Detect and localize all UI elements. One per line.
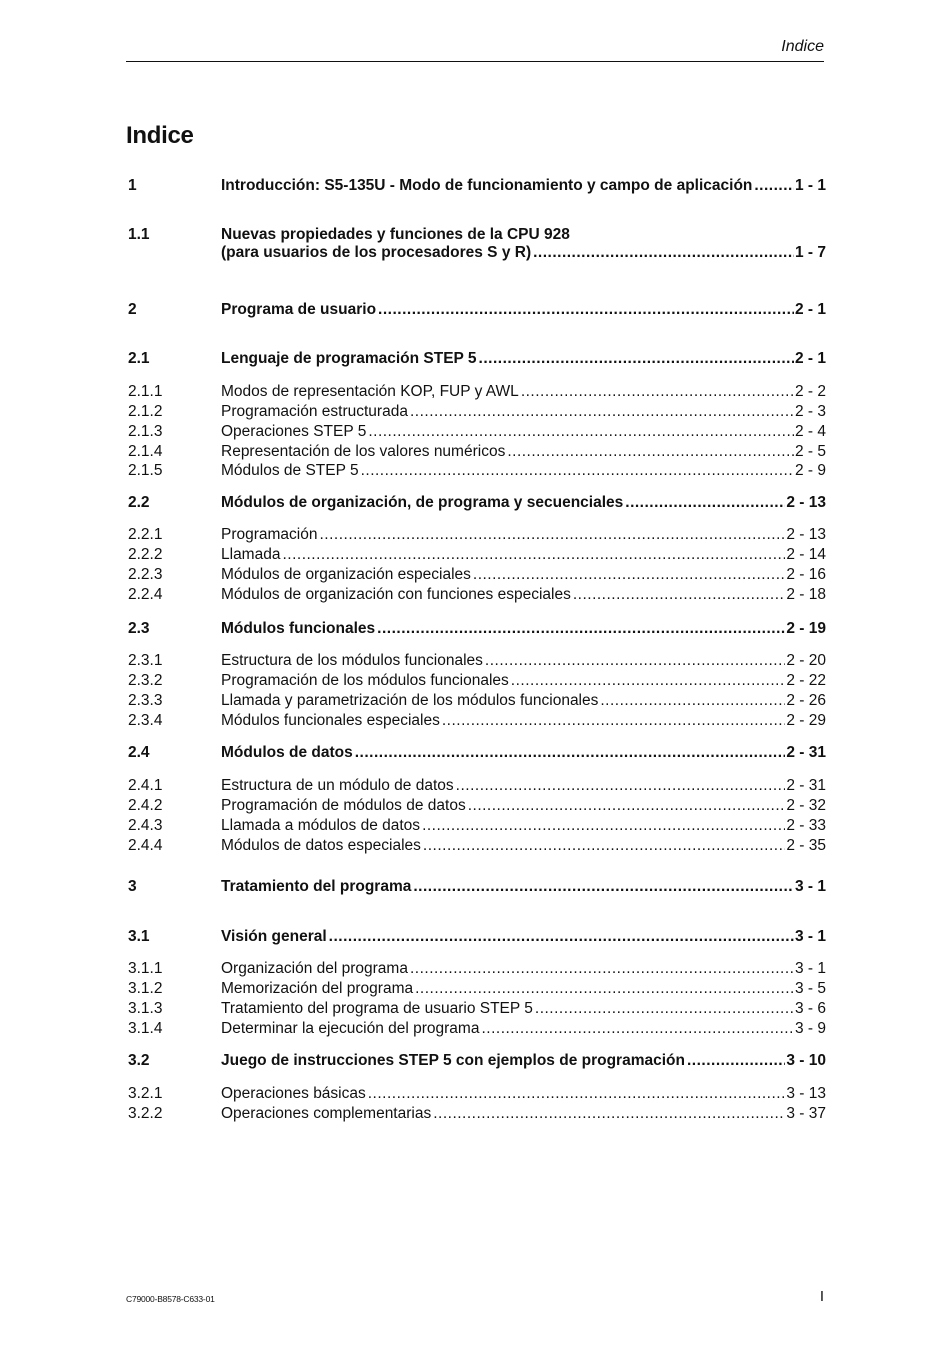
- toc-entry-title: Determinar la ejecución del programa: [221, 1020, 480, 1037]
- toc-leader-dots: [521, 383, 794, 401]
- toc-leader-dots: [377, 620, 785, 638]
- toc-leader-dots: [368, 423, 794, 441]
- toc-entry-title: Módulos de datos especiales: [221, 837, 421, 854]
- toc-entry-page: 2 - 13: [786, 526, 826, 543]
- toc-entry-title: Módulos de organización, de programa y secuenciales: [221, 494, 624, 511]
- toc-entry-number: 3.2.1: [128, 1085, 163, 1102]
- toc-entry-number: 2.3.3: [128, 692, 163, 709]
- toc-entry-number: 2.1.1: [128, 383, 163, 400]
- toc-entry-number: 3.1: [128, 928, 150, 945]
- toc-leader-dots: [422, 817, 785, 835]
- toc-leader-dots: [361, 462, 794, 480]
- toc-entry-page: 1 - 7: [794, 244, 826, 261]
- toc-entry-title: Lenguaje de programación STEP 5: [221, 350, 477, 367]
- toc-entry-page: 2 - 2: [794, 383, 826, 400]
- toc-leader-dots: [481, 1020, 794, 1038]
- toc-leader-dots: [625, 494, 785, 512]
- toc-leader-dots: [355, 744, 786, 762]
- toc-entry-number: 2.2.1: [128, 526, 163, 543]
- toc-entry-page: 3 - 13: [786, 1085, 826, 1102]
- toc-entry-title: Operaciones STEP 5: [221, 423, 367, 440]
- toc-entry-title: Memorización del programa: [221, 980, 414, 997]
- toc-entry-title: Tratamiento del programa de usuario STEP 5: [221, 1000, 533, 1017]
- toc-entry-page: 2 - 18: [786, 586, 826, 603]
- toc-entry-page: 3 - 9: [794, 1020, 826, 1037]
- toc-entry-number: 2.3.4: [128, 712, 163, 729]
- toc-entry-number: 2.2.2: [128, 546, 163, 563]
- toc-entry-page: 2 - 13: [786, 494, 826, 511]
- toc-leader-dots: [415, 980, 794, 998]
- toc-entry-number: 3.1.3: [128, 1000, 163, 1017]
- toc-entry-page: 2 - 22: [786, 672, 826, 689]
- toc-leader-dots: [687, 1052, 785, 1070]
- toc-leader-dots: [600, 692, 785, 710]
- toc-entry-number: 3.1.1: [128, 960, 163, 977]
- toc-leader-dots: [442, 712, 786, 730]
- toc-entry-title: Organización del programa: [221, 960, 408, 977]
- toc-entry-number: 2.2.4: [128, 586, 163, 603]
- toc-entry-number: 2.4: [128, 744, 150, 761]
- toc-entry-number: 3.1.4: [128, 1020, 163, 1037]
- footer-document-code: C79000-B8578-C633-01: [126, 1294, 215, 1304]
- toc-entry-number: 2.2: [128, 494, 150, 511]
- toc-entry-title: Programación estructurada: [221, 403, 408, 420]
- toc-entry-title: Introducción: S5-135U - Modo de funcionamiento y campo de aplicación: [221, 177, 753, 194]
- toc-entry-title: Estructura de los módulos funcionales: [221, 652, 483, 669]
- toc-entry-number: 2.4.1: [128, 777, 163, 794]
- toc-entry-page: 2 - 14: [786, 546, 826, 563]
- toc-leader-dots: [468, 797, 786, 815]
- toc-entry-title: Programa de usuario: [221, 301, 377, 318]
- toc-entry-number: 2.3: [128, 620, 150, 637]
- toc-entry-page: 2 - 20: [786, 652, 826, 669]
- toc-leader-dots: [473, 566, 785, 584]
- toc-leader-dots: [533, 244, 794, 262]
- toc-leader-dots: [423, 837, 785, 855]
- toc-entry-number: 3.2: [128, 1052, 150, 1069]
- toc-entry-number: 2.4.4: [128, 837, 163, 854]
- toc-entry-title-line1: Nuevas propiedades y funciones de la CPU 928: [221, 226, 570, 243]
- toc-leader-dots: [511, 672, 786, 690]
- toc-entry-page: 3 - 1: [794, 878, 826, 895]
- toc-entry-number: 1: [128, 177, 137, 194]
- toc-entry-number: 2.4.2: [128, 797, 163, 814]
- toc-entry-title: Estructura de un módulo de datos: [221, 777, 454, 794]
- toc-entry-page: 2 - 5: [794, 443, 826, 460]
- toc-entry-title: Programación de los módulos funcionales: [221, 672, 509, 689]
- toc-entry-number: 2: [128, 301, 137, 318]
- toc-leader-dots: [456, 777, 786, 795]
- toc-leader-dots: [573, 586, 786, 604]
- toc-entry-number: 1.1: [128, 226, 150, 243]
- toc-entry-title: Llamada: [221, 546, 281, 563]
- toc-entry-page: 2 - 9: [794, 462, 826, 479]
- toc-entry-title: Módulos de organización especiales: [221, 566, 471, 583]
- toc-leader-dots: [479, 350, 794, 368]
- toc-entry-page: 1 - 1: [794, 177, 826, 194]
- toc-leader-dots: [368, 1085, 786, 1103]
- toc-leader-dots: [410, 960, 794, 978]
- toc-entry-title: Módulos de datos: [221, 744, 353, 761]
- toc-leader-dots: [535, 1000, 794, 1018]
- toc-entry-title: Módulos de organización con funciones especiales: [221, 586, 571, 603]
- header-title: Indice: [781, 38, 824, 55]
- toc-entry-number: 2.2.3: [128, 566, 163, 583]
- toc-entry-number: 2.1: [128, 350, 150, 367]
- page-title: Indice: [126, 122, 194, 149]
- toc-entry-page: 3 - 1: [794, 960, 826, 977]
- toc-leader-dots: [320, 526, 786, 544]
- toc-entry-number: 2.1.2: [128, 403, 163, 420]
- toc-entry-title: (para usuarios de los procesadores S y R): [221, 244, 532, 261]
- toc-entry-page: 2 - 1: [794, 350, 826, 367]
- toc-entry-page: 2 - 16: [786, 566, 826, 583]
- toc-entry-page: 2 - 4: [794, 423, 826, 440]
- toc-entry-page: 2 - 35: [786, 837, 826, 854]
- toc-entry-page: 3 - 6: [794, 1000, 826, 1017]
- toc-entry-title: Programación: [221, 526, 318, 543]
- toc-entry-number: 2.3.2: [128, 672, 163, 689]
- toc-leader-dots: [754, 177, 794, 195]
- toc-leader-dots: [378, 301, 794, 319]
- toc-entry-number: 2.1.4: [128, 443, 163, 460]
- toc-leader-dots: [410, 403, 794, 421]
- toc-entry-number: 2.4.3: [128, 817, 163, 834]
- footer-page-number: I: [819, 1288, 824, 1305]
- toc-entry-page: 2 - 19: [786, 620, 826, 637]
- toc-entry-page: 2 - 1: [794, 301, 826, 318]
- toc-entry-title: Operaciones complementarias: [221, 1105, 432, 1122]
- toc-entry-page: 3 - 5: [794, 980, 826, 997]
- toc-entry-title: Tratamiento del programa: [221, 878, 412, 895]
- toc-entry-number: 2.1.5: [128, 462, 163, 479]
- toc-leader-dots: [433, 1105, 785, 1123]
- toc-entry-title: Programación de módulos de datos: [221, 797, 466, 814]
- toc-entry-title: Visión general: [221, 928, 327, 945]
- toc-entry-page: 2 - 31: [786, 777, 826, 794]
- toc-entry-title: Operaciones básicas: [221, 1085, 366, 1102]
- toc-entry-page: 3 - 37: [786, 1105, 826, 1122]
- toc-entry-page: 2 - 32: [786, 797, 826, 814]
- toc-entry-title: Juego de instrucciones STEP 5 con ejemplos de programación: [221, 1052, 685, 1069]
- toc-entry-title: Módulos de STEP 5: [221, 462, 359, 479]
- toc-entry-page: 3 - 1: [794, 928, 826, 945]
- toc-entry-title: Llamada a módulos de datos: [221, 817, 421, 834]
- toc-entry-title: Representación de los valores numéricos: [221, 443, 506, 460]
- toc-entry-number: 3.1.2: [128, 980, 163, 997]
- toc-leader-dots: [329, 928, 794, 946]
- toc-leader-dots: [507, 443, 794, 461]
- toc-entry-page: 2 - 26: [786, 692, 826, 709]
- toc-entry-title: Módulos funcionales especiales: [221, 712, 440, 729]
- toc-leader-dots: [485, 652, 785, 670]
- toc-entry-page: 2 - 33: [786, 817, 826, 834]
- toc-entry-title: Llamada y parametrización de los módulos funcionales: [221, 692, 599, 709]
- toc-entry-page: 2 - 31: [786, 744, 826, 761]
- toc-leader-dots: [282, 546, 785, 564]
- toc-entry-page: 2 - 3: [794, 403, 826, 420]
- toc-entry-number: 3.2.2: [128, 1105, 163, 1122]
- toc-leader-dots: [413, 878, 794, 896]
- toc-entry-title: Módulos funcionales: [221, 620, 376, 637]
- toc-entry-number: 3: [128, 878, 137, 895]
- toc-entry-title: Modos de representación KOP, FUP y AWL: [221, 383, 519, 400]
- toc-entry-page: 2 - 29: [786, 712, 826, 729]
- toc-entry-page: 3 - 10: [786, 1052, 826, 1069]
- toc-entry-number: 2.1.3: [128, 423, 163, 440]
- toc-entry-number: 2.3.1: [128, 652, 163, 669]
